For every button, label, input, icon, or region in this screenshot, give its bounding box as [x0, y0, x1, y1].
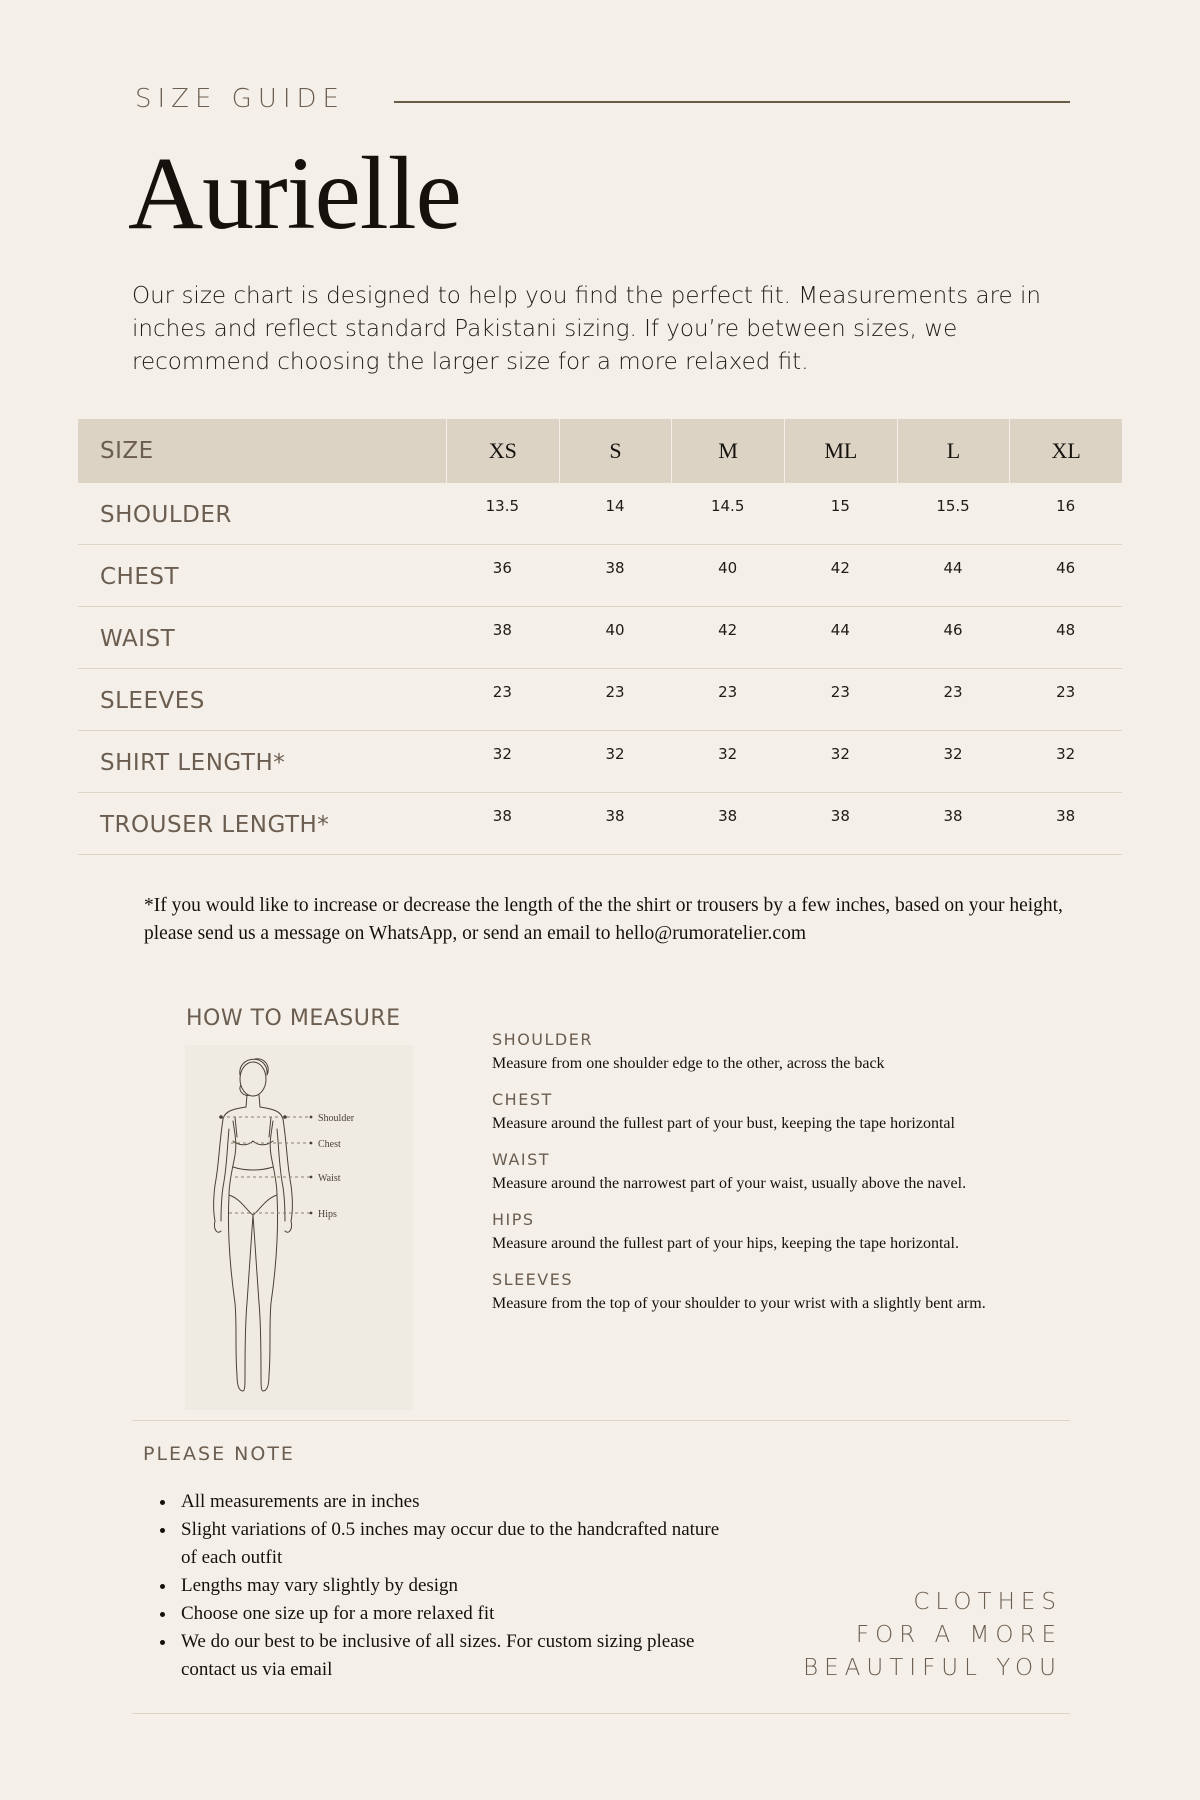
- please-note-list: [152, 1488, 737, 1684]
- instruction-text: Measure around the narrowest part of your waist, usually above the navel.: [492, 1175, 967, 1192]
- table-cell: 36: [492, 559, 512, 577]
- size-column-header: ML: [784, 419, 897, 483]
- eyebrow-label: SIZE GUIDE: [135, 84, 345, 114]
- table-cell: 15: [830, 497, 850, 515]
- size-header-label: SIZE: [100, 438, 154, 464]
- body-measurement-illustration: [185, 1045, 413, 1410]
- table-cell: 38: [830, 807, 850, 825]
- tagline-line: BEAUTIFUL YOU: [803, 1655, 1062, 1681]
- table-cell: 44: [830, 621, 850, 639]
- table-cell: 38: [718, 807, 738, 825]
- table-cell: 23: [492, 683, 512, 701]
- table-cell: 48: [1056, 621, 1076, 639]
- brand-tagline: [780, 1586, 1062, 1685]
- table-cell: 23: [605, 683, 625, 701]
- table-row: [78, 793, 1122, 855]
- instruction-heading: SHOULDER: [492, 1030, 593, 1049]
- instruction-item: [492, 1270, 1112, 1313]
- instruction-text: Measure around the fullest part of your hips, keeping the tape horizontal.: [492, 1235, 959, 1252]
- figure-label-hips: Hips: [318, 1209, 337, 1220]
- tagline-line: FOR A MORE: [855, 1622, 1062, 1648]
- table-row: [78, 669, 1122, 731]
- table-cell: 42: [718, 621, 738, 639]
- table-cell: 13.5: [485, 497, 520, 515]
- intro-paragraph: Our size chart is designed to help you find the perfect fit. Measurements are in inches and reflect standard Pakistani sizing. If you’re between sizes, we recommend choosing the larger size for a more relaxed fit.: [132, 283, 1041, 375]
- size-column-header: S: [559, 419, 672, 483]
- table-cell: 38: [492, 807, 512, 825]
- row-label: TROUSER LENGTH*: [100, 811, 330, 838]
- table-cell: 32: [830, 745, 850, 763]
- table-cell: 38: [492, 621, 512, 639]
- size-column-header: M: [671, 419, 784, 483]
- table-cell: 38: [1056, 807, 1076, 825]
- list-item: • We do our best to be inclusive of all sizes. For custom sizing please contact us via email: [177, 1628, 737, 1684]
- list-item: • Lengths may vary slightly by design: [177, 1572, 737, 1600]
- table-cell: 38: [605, 807, 625, 825]
- table-cell: 40: [718, 559, 738, 577]
- row-label: CHEST: [100, 563, 180, 590]
- measurement-instructions: [492, 1030, 1112, 1330]
- instruction-item: [492, 1090, 1112, 1133]
- table-cell: 38: [605, 559, 625, 577]
- instruction-heading: SLEEVES: [492, 1270, 573, 1289]
- figure-label-waist: Waist: [318, 1173, 341, 1184]
- list-item: • Choose one size up for a more relaxed fit: [177, 1600, 737, 1628]
- body-figure-icon: [185, 1045, 413, 1410]
- table-cell: 23: [718, 683, 738, 701]
- table-cell: 14: [605, 497, 625, 515]
- list-item: • All measurements are in inches: [177, 1488, 737, 1516]
- size-table: [78, 419, 1122, 855]
- table-cell: 32: [718, 745, 738, 763]
- table-cell: 23: [1056, 683, 1076, 701]
- instruction-heading: CHEST: [492, 1090, 553, 1109]
- table-cell: 42: [830, 559, 850, 577]
- table-cell: 14.5: [710, 497, 745, 515]
- please-note-heading: PLEASE NOTE: [143, 1443, 295, 1465]
- table-cell: 46: [1056, 559, 1076, 577]
- table-cell: 40: [605, 621, 625, 639]
- section-divider: [132, 1420, 1070, 1421]
- table-row: [78, 607, 1122, 669]
- instruction-heading: HIPS: [492, 1210, 535, 1229]
- table-cell: 38: [943, 807, 963, 825]
- instruction-item: [492, 1150, 1112, 1193]
- size-column-header: L: [897, 419, 1010, 483]
- instruction-text: Measure from one shoulder edge to the other, across the back: [492, 1055, 885, 1072]
- instruction-heading: WAIST: [492, 1150, 551, 1169]
- table-cell: 32: [1056, 745, 1076, 763]
- table-cell: 16: [1056, 497, 1076, 515]
- table-row: [78, 545, 1122, 607]
- table-cell: 32: [943, 745, 963, 763]
- row-label: SLEEVES: [100, 687, 205, 714]
- table-cell: 44: [943, 559, 963, 577]
- instruction-item: [492, 1210, 1112, 1253]
- table-cell: 23: [830, 683, 850, 701]
- size-column-header: XL: [1009, 419, 1122, 483]
- table-row: [78, 731, 1122, 793]
- figure-label-chest: Chest: [318, 1139, 341, 1150]
- figure-label-shoulder: Shoulder: [318, 1113, 355, 1124]
- size-column-header: XS: [446, 419, 559, 483]
- length-footnote: *If you would like to increase or decrease the length of the the shirt or trousers by a few inches, based on your height, please send us a message on WhatsApp, or send an email to hello@rumoratelier.com: [144, 895, 1063, 944]
- size-table-header: [78, 419, 1122, 483]
- instruction-item: [492, 1030, 1112, 1073]
- page-title: Aurielle: [128, 136, 461, 251]
- row-label: SHIRT LENGTH*: [100, 749, 286, 776]
- how-to-measure-heading: HOW TO MEASURE: [186, 1006, 401, 1031]
- table-cell: 32: [605, 745, 625, 763]
- footer-divider: [132, 1713, 1070, 1714]
- table-cell: 23: [943, 683, 963, 701]
- list-item: • Slight variations of 0.5 inches may occur due to the handcrafted nature of each outfit: [177, 1516, 737, 1572]
- header-rule: [394, 101, 1070, 103]
- table-cell: 46: [943, 621, 963, 639]
- row-label: SHOULDER: [100, 501, 232, 528]
- row-label: WAIST: [100, 625, 176, 652]
- instruction-text: Measure around the fullest part of your bust, keeping the tape horizontal: [492, 1115, 955, 1132]
- instruction-text: Measure from the top of your shoulder to your wrist with a slightly bent arm.: [492, 1295, 986, 1312]
- tagline-line: CLOTHES: [913, 1589, 1062, 1615]
- table-row: [78, 483, 1122, 545]
- table-cell: 15.5: [936, 497, 970, 515]
- table-cell: 32: [492, 745, 512, 763]
